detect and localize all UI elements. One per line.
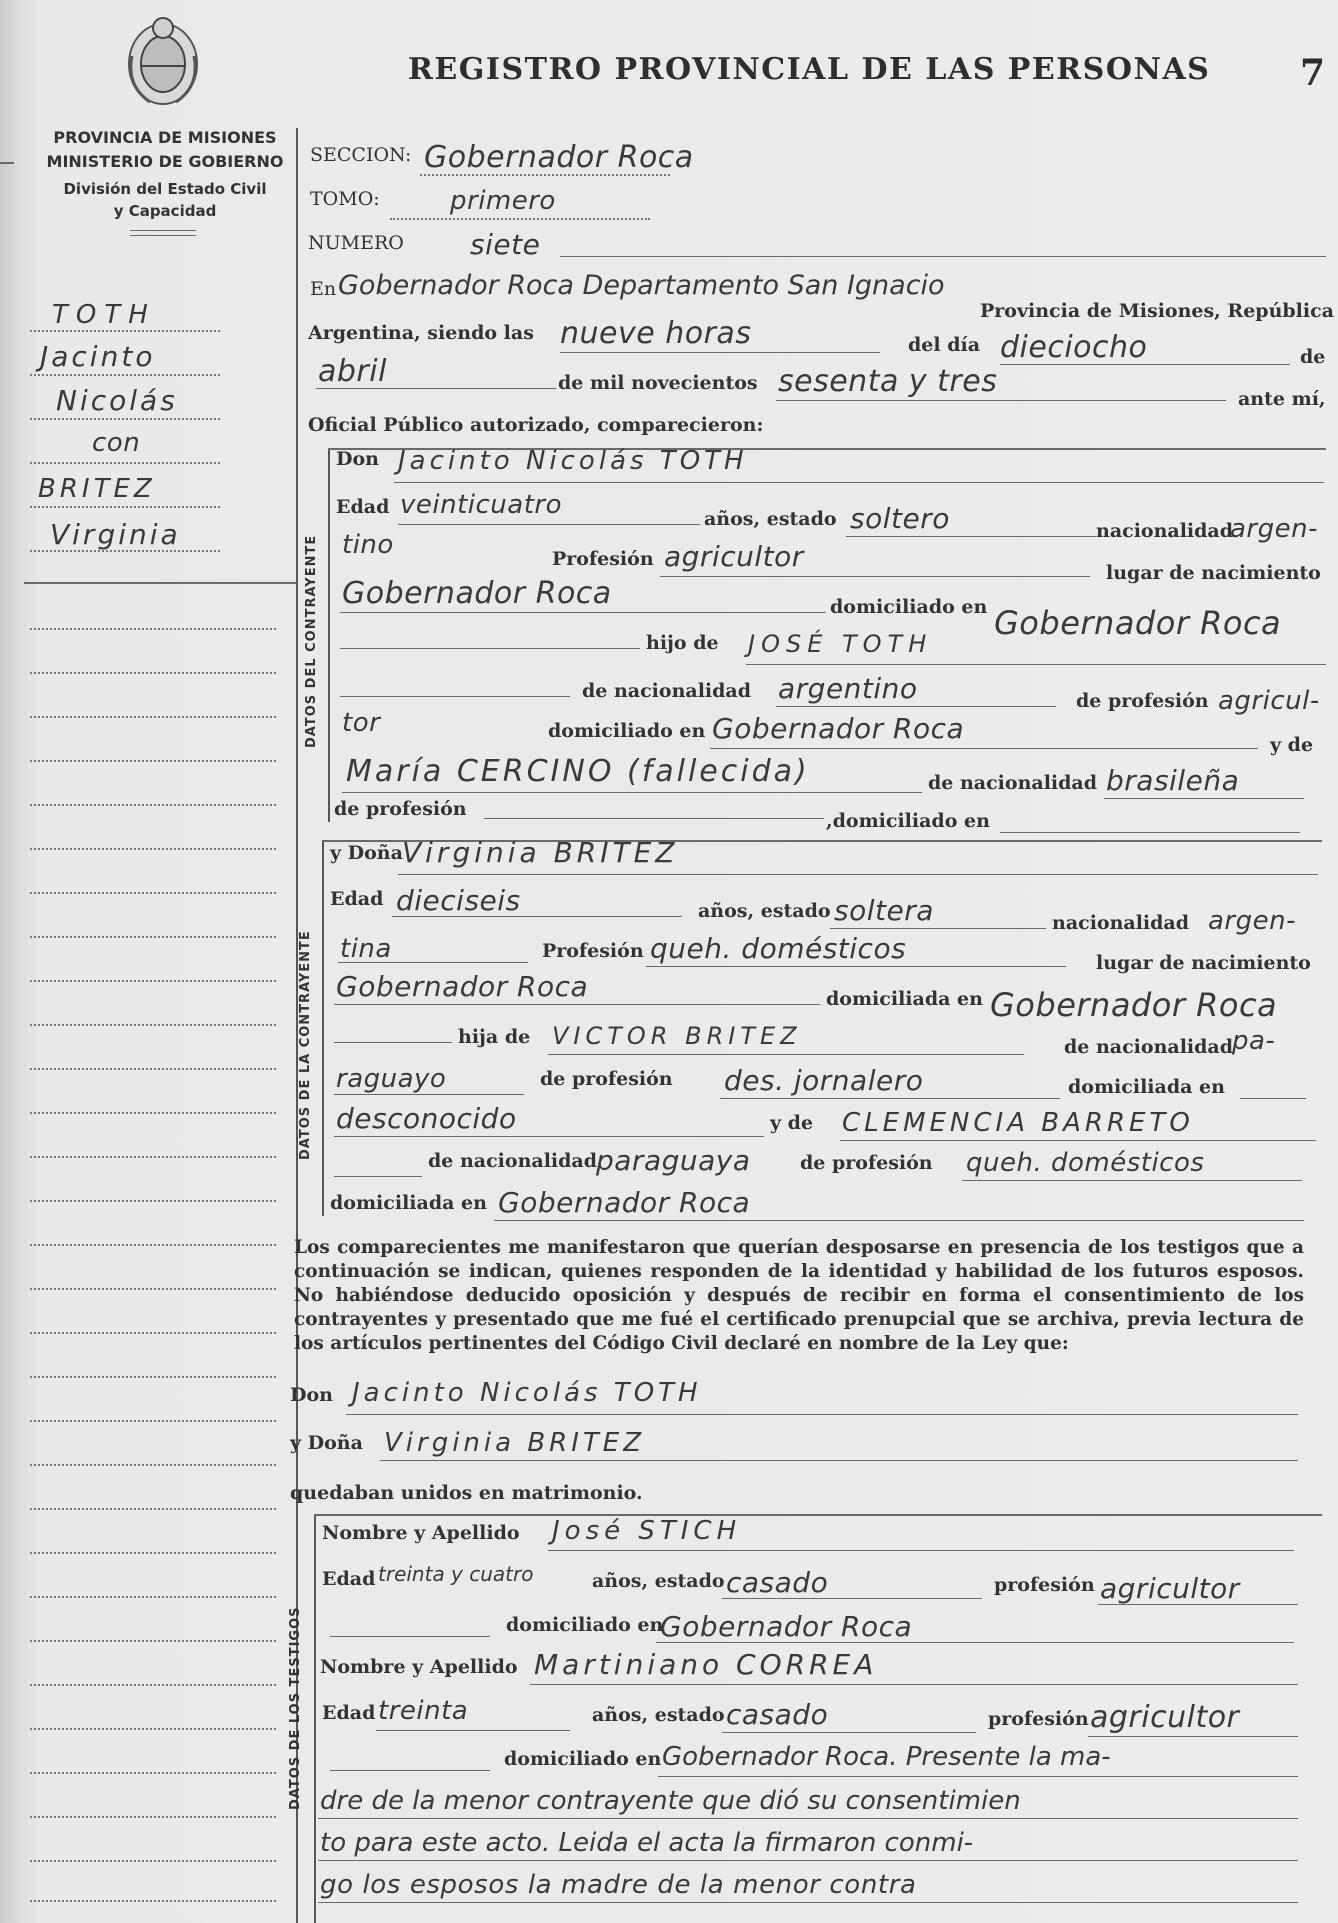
domicilio-value: Gobernador Roca bbox=[994, 604, 1282, 642]
nacionalidad-f-value: argen- bbox=[1208, 906, 1296, 936]
anos-estado-f-label: años, estado bbox=[698, 900, 831, 922]
domiciliado-label: domiciliado en bbox=[830, 596, 988, 618]
lugar-f-label: lugar de nacimiento bbox=[1096, 952, 1311, 974]
t1-anos-estado-label: años, estado bbox=[592, 1570, 725, 1592]
lugar-value: Gobernador Roca bbox=[342, 576, 612, 611]
seccion-label: SECCION: bbox=[310, 144, 412, 166]
estado-f-value: soltera bbox=[834, 894, 934, 927]
decl-don-label: Don bbox=[290, 1384, 333, 1406]
t1-prof: agricultor bbox=[1100, 1572, 1240, 1605]
hijo-label: hijo de bbox=[646, 632, 719, 654]
del-dia-label: del día bbox=[908, 334, 981, 356]
y-de-f-label: y de bbox=[770, 1112, 814, 1134]
margin-line: Virginia bbox=[50, 518, 181, 551]
t2-estado: casado bbox=[726, 1698, 829, 1731]
domiciliada-label: domiciliada en bbox=[826, 988, 983, 1010]
nacionalidad-f-label: nacionalidad bbox=[1052, 912, 1190, 934]
decl-don-name: Jacinto Nicolás TOTH bbox=[352, 1378, 702, 1408]
contrayente-side-label: DATOS DEL CONTRAYENTE bbox=[304, 534, 319, 748]
argentina-text: Argentina, siendo las bbox=[308, 322, 534, 344]
note-line-3: go los esposos la madre de la menor contra bbox=[320, 1870, 917, 1900]
de-prof-f-label: de profesión bbox=[540, 1068, 673, 1090]
de-label: de bbox=[1300, 346, 1326, 368]
anio-value: sesenta y tres bbox=[778, 364, 998, 399]
numero-value: siete bbox=[470, 228, 541, 261]
edad-f-value: dieciseis bbox=[396, 884, 521, 917]
profesion-value: agricultor bbox=[664, 540, 804, 573]
y-de-label: y de bbox=[1270, 734, 1314, 756]
t2-profesion-label: profesión bbox=[988, 1708, 1089, 1730]
padre-nac-f-value: pa- bbox=[1232, 1026, 1276, 1056]
page-title: REGISTRO PROVINCIAL DE LAS PERSONAS bbox=[408, 52, 1211, 87]
madre-nac-f-label: de nacionalidad bbox=[428, 1150, 598, 1172]
decl-dona-name: Virginia BRITEZ bbox=[384, 1428, 646, 1458]
testigos-side-label: DATOS DE LOS TESTIGOS bbox=[288, 1606, 303, 1810]
t1-edad-label: Edad bbox=[322, 1568, 376, 1590]
unidos-text: quedaban unidos en matrimonio. bbox=[290, 1482, 643, 1504]
t1-edad: treinta y cuatro bbox=[378, 1562, 534, 1586]
de-nac-f-label: de nacionalidad bbox=[1064, 1036, 1234, 1058]
t1-dom: Gobernador Roca bbox=[660, 1610, 913, 1643]
t2-edad: treinta bbox=[378, 1696, 469, 1726]
margin-line: con bbox=[92, 428, 141, 458]
domicilio-f-value: Gobernador Roca bbox=[990, 986, 1278, 1024]
madre-nac-value: brasileña bbox=[1106, 764, 1240, 797]
declaration-text: Los comparecientes me manifestaron que querían desposarse en presencia de los testigos que a continuación se indican, quienes responden de la identidad y habilidad de los futuros esposos. No habiéndose deducido oposición y después de recibir en forma el consentimiento de los contrayentes y presentado que me fué el certificado prenupcial que se archiva, previa lectura de los artículos pertinentes del Código Civil declaré en nombre de la Ley que: bbox=[294, 1237, 1304, 1354]
madre-nac-f-value: paraguaya bbox=[596, 1144, 751, 1177]
tomo-label: TOMO: bbox=[310, 188, 380, 210]
hora-value: nueve horas bbox=[560, 316, 752, 351]
madre-prof-f-label: de profesión bbox=[800, 1152, 933, 1174]
padre-dom-f-value: desconocido bbox=[336, 1102, 517, 1135]
madre-nac-label: de nacionalidad bbox=[928, 772, 1098, 794]
padre-dom-label: domiciliado en bbox=[548, 720, 706, 742]
madre-name: María CERCINO (fallecida) bbox=[346, 754, 810, 789]
province-heading: PROVINCIA DE MISIONES bbox=[53, 128, 277, 147]
t1-name: José STICH bbox=[552, 1516, 742, 1546]
profesion-f-value: queh. domésticos bbox=[650, 932, 907, 965]
madre-prof-label: de profesión bbox=[334, 798, 467, 820]
contrayente-name: Jacinto Nicolás TOTH bbox=[398, 446, 748, 476]
padre-dom-value: Gobernador Roca bbox=[712, 712, 965, 745]
mes-value: abril bbox=[318, 354, 387, 389]
padre-prof-value-cont: tor bbox=[342, 708, 381, 738]
t2-prof: agricultor bbox=[1090, 1700, 1240, 1735]
padre-nac-f-value-cont: raguayo bbox=[336, 1064, 447, 1094]
de-mil-label: de mil novecientos bbox=[558, 372, 758, 394]
decl-dona-label: y Doña bbox=[290, 1432, 363, 1454]
edad-label: Edad bbox=[336, 496, 390, 518]
madre-f-name: CLEMENCIA BARRETO bbox=[842, 1108, 1194, 1138]
tomo-value: primero bbox=[450, 186, 556, 216]
anos-estado-label: años, estado bbox=[704, 508, 837, 530]
division-heading: División del Estado Civil bbox=[63, 180, 267, 198]
margin-line: Jacinto bbox=[40, 340, 156, 373]
numero-label: NUMERO bbox=[308, 232, 404, 254]
nacionalidad-value-cont: tino bbox=[342, 530, 394, 560]
nacionalidad-f-value-cont: tina bbox=[340, 934, 392, 964]
profesion-label: Profesión bbox=[552, 548, 654, 570]
margin-line: TOTH bbox=[52, 300, 156, 330]
madre-dom-label: ,domiciliado en bbox=[826, 810, 990, 832]
t2-name: Martiniano CORREA bbox=[534, 1648, 878, 1681]
margin-line: BRITEZ bbox=[38, 474, 156, 504]
profesion-f-label: Profesión bbox=[542, 940, 644, 962]
t1-estado: casado bbox=[726, 1566, 829, 1599]
hija-label: hija de bbox=[458, 1026, 531, 1048]
contrayente-f-side-label: DATOS DE LA CONTRAYENTE bbox=[298, 930, 313, 1160]
lugar-f-value: Gobernador Roca bbox=[336, 970, 589, 1003]
coat-of-arms-icon bbox=[120, 6, 206, 110]
en-value: Gobernador Roca Departamento San Ignacio bbox=[338, 270, 945, 301]
contrayente-f-name: Virginia BRITEZ bbox=[402, 836, 679, 869]
madre-dom-f-label: domiciliada en bbox=[330, 1192, 487, 1214]
padre-f-name: VICTOR BRITEZ bbox=[552, 1022, 802, 1050]
padre-prof-f-value: des. jornalero bbox=[724, 1064, 924, 1097]
lugar-label: lugar de nacimiento bbox=[1106, 562, 1321, 584]
t1-profesion-label: profesión bbox=[994, 1574, 1095, 1596]
ministry-heading: MINISTERIO DE GOBIERNO bbox=[46, 152, 284, 171]
don-label: Don bbox=[336, 448, 379, 470]
madre-dom-f-value: Gobernador Roca bbox=[498, 1186, 751, 1219]
nacionalidad-value: argen- bbox=[1230, 514, 1318, 544]
t1-dom-label: domiciliado en bbox=[506, 1614, 664, 1636]
de-nac-label: de nacionalidad bbox=[582, 680, 752, 702]
madre-prof-f-value: queh. domésticos bbox=[966, 1148, 1205, 1178]
padre-prof-value: agricul- bbox=[1218, 686, 1320, 716]
dia-value: dieciocho bbox=[1000, 330, 1148, 365]
padre-nac-value: argentino bbox=[778, 672, 918, 705]
oficial-text: Oficial Público autorizado, comparecieron: bbox=[308, 414, 764, 436]
ante-mi-label: ante mí, bbox=[1238, 388, 1326, 410]
dona-label: y Doña bbox=[330, 842, 403, 864]
provincia-text: Provincia de Misiones, República bbox=[980, 300, 1334, 322]
t2-dom-label: domiciliado en bbox=[504, 1748, 662, 1770]
seccion-value: Gobernador Roca bbox=[424, 140, 694, 175]
note-line-2: to para este acto. Leida el acta la firmaron conmi- bbox=[320, 1828, 974, 1858]
t2-anos-estado-label: años, estado bbox=[592, 1704, 725, 1726]
de-prof-label: de profesión bbox=[1076, 690, 1209, 712]
estado-value: soltero bbox=[850, 502, 950, 535]
margin-line: Nicolás bbox=[56, 384, 178, 417]
page-number: 7 bbox=[1300, 52, 1326, 94]
t2-nombre-label: Nombre y Apellido bbox=[320, 1656, 518, 1678]
en-label: En bbox=[310, 278, 337, 300]
padre-name: JOSÉ TOTH bbox=[748, 630, 933, 658]
edad-f-label: Edad bbox=[330, 888, 384, 910]
t2-dom: Gobernador Roca. Presente la ma- bbox=[662, 1742, 1111, 1772]
capacity-heading: y Capacidad bbox=[113, 202, 217, 220]
edad-value: veinticuatro bbox=[400, 490, 562, 520]
nacionalidad-label: nacionalidad bbox=[1096, 520, 1234, 542]
t1-nombre-label: Nombre y Apellido bbox=[322, 1522, 520, 1544]
padre-dom-f-label: domiciliada en bbox=[1068, 1076, 1225, 1098]
t2-edad-label: Edad bbox=[322, 1702, 376, 1724]
note-line-1: dre de la menor contrayente que dió su consentimien bbox=[320, 1786, 1021, 1816]
